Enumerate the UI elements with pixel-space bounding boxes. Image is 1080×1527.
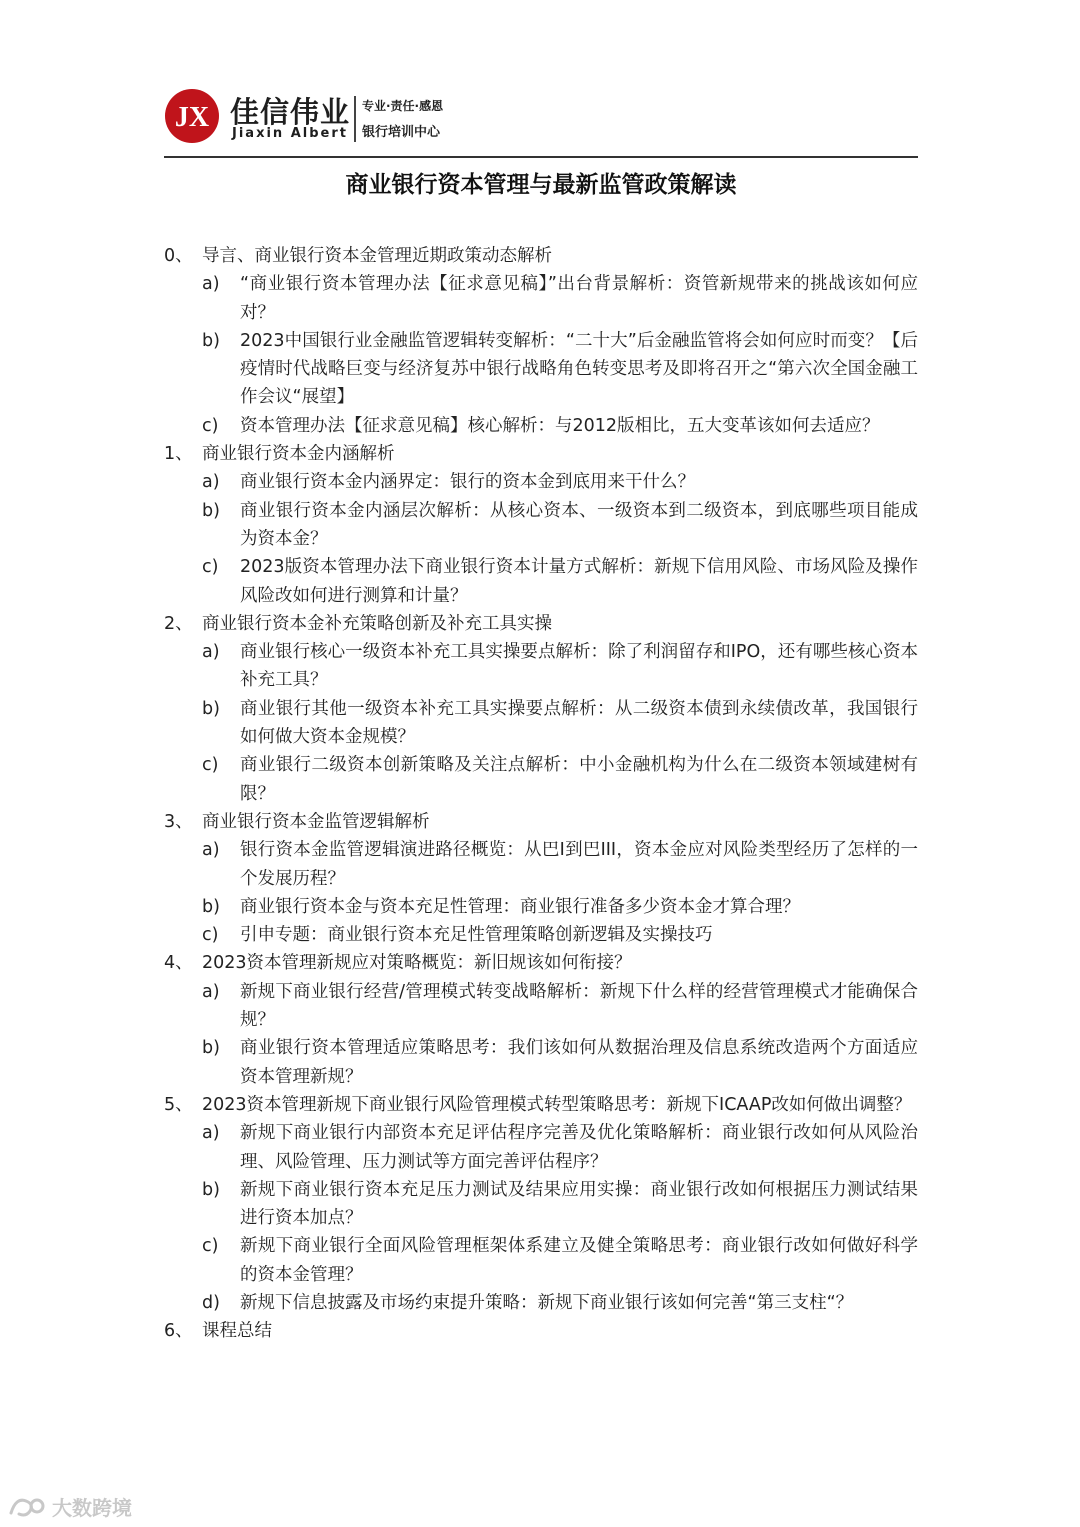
subitem-label: c) [202, 755, 219, 776]
section-heading: 商业银行资本金内涵解析 [202, 444, 395, 465]
brand-slogan: 专业·责任·感恩 [362, 99, 444, 113]
subitem-label: c) [202, 415, 219, 436]
outline-subitem [164, 893, 918, 921]
subitem-label: c) [202, 925, 219, 946]
outline-subitem [164, 1232, 918, 1289]
document-header [164, 86, 918, 156]
subitem-text: 商业银行资本金与资本充足性管理：商业银行准备多少资本金才算合理？ [240, 896, 800, 917]
outline-subitem [164, 1119, 918, 1176]
subitem-label: b) [202, 896, 220, 917]
outline-subitem [164, 497, 918, 554]
section-number: 6、 [164, 1321, 193, 1342]
watermark [8, 1490, 132, 1522]
subitem-label: a) [202, 472, 220, 493]
brand-name-chinese: 佳信伟业 [230, 95, 351, 129]
section-heading: 2023资本管理新规下商业银行风险管理模式转型策略思考：新规下ICAAP改如何做出调整？ [202, 1094, 912, 1115]
outline-section [164, 440, 918, 468]
subitem-label: b) [202, 500, 220, 521]
outline-subitem [164, 1034, 918, 1091]
subitem-text: 商业银行资本管理适应策略思考：我们该如何从数据治理及信息系统改造两个方面适应资本管理新规？ [240, 1038, 918, 1087]
subitem-text: 2023中国银行业金融监管逻辑转变解析：“二十大”后金融监管将会如何应时而变？【后疫情时代战略巨变与经济复苏中银行战略角色转变思考及即将召开之“第六次全国金融工作会议“展望】 [240, 330, 918, 408]
section-number: 2、 [164, 613, 193, 634]
subitem-text: 商业银行二级资本创新策略及关注点解析：中小金融机构为什么在二级资本领域建树有限？ [240, 755, 918, 804]
outline-subitem [164, 1289, 918, 1317]
subitem-label: b) [202, 698, 220, 719]
svg-text:JX: JX [174, 102, 210, 133]
subitem-label: c) [202, 1236, 219, 1257]
outline-subitem [164, 412, 918, 440]
subitem-label: a) [202, 1123, 220, 1144]
company-logo [164, 88, 220, 144]
course-outline [164, 242, 918, 1346]
subitem-text: 新规下信息披露及市场约束提升策略：新规下商业银行该如何完善“第三支柱“？ [240, 1292, 854, 1313]
training-center-name: 银行培训中心 [362, 125, 441, 140]
subitem-text: 商业银行资本金内涵层次解析：从核心资本、一级资本到二级资本，到底哪些项目能成为资本金？ [240, 500, 918, 549]
section-heading: 商业银行资本金补充策略创新及补充工具实操 [202, 613, 552, 634]
subitem-text: 引申专题：商业银行资本充足性管理策略创新逻辑及实操技巧 [240, 925, 713, 946]
watermark-text: 大数跨境 [52, 1495, 132, 1520]
subitem-text: “商业银行资本管理办法【征求意见稿】”出台背景解析：资管新规带来的挑战该如何应对？ [240, 274, 918, 323]
subitem-text: 商业银行资本金内涵界定：银行的资本金到底用来干什么？ [240, 472, 695, 493]
subitem-text: 新规下商业银行内部资本充足评估程序完善及优化策略解析：商业银行改如何从风险治理、风险管理、压力测试等方面完善评估程序？ [240, 1123, 918, 1172]
subitem-text: 银行资本金监管逻辑演进路径概览：从巴I到巴III，资本金应对风险类型经历了怎样的一个发展历程？ [240, 840, 918, 889]
section-number: 4、 [164, 953, 193, 974]
header-rule [164, 156, 918, 158]
outline-subitem [164, 468, 918, 496]
subitem-label: b) [202, 1179, 220, 1200]
subitem-text: 新规下商业银行全面风险管理框架体系建立及健全策略思考：商业银行改如何做好科学的资本金管理？ [240, 1236, 918, 1285]
section-heading: 课程总结 [202, 1321, 272, 1342]
subitem-label: b) [202, 1038, 220, 1059]
section-number: 5、 [164, 1094, 193, 1115]
subitem-label: d) [202, 1292, 220, 1313]
outline-subitem [164, 751, 918, 808]
subitem-label: a) [202, 840, 220, 861]
outline-section [164, 1317, 918, 1345]
subitem-text: 资本管理办法【征求意见稿】核心解析：与2012版相比，五大变革该如何去适应？ [240, 415, 880, 436]
subitem-text: 新规下商业银行经营/管理模式转变战略解析：新规下什么样的经营管理模式才能确保合规？ [240, 981, 918, 1031]
section-number: 0、 [164, 246, 193, 266]
brand-name-english: Jiaxin Albert [232, 126, 348, 141]
outline-section [164, 808, 918, 836]
document-title: 商业银行资本管理与最新监管政策解读 [345, 172, 737, 198]
section-number: 1、 [164, 444, 193, 465]
outline-subitem [164, 978, 918, 1035]
outline-subitem [164, 553, 918, 610]
section-heading: 2023资本管理新规应对策略概览：新旧规该如何衔接？ [202, 953, 632, 974]
section-heading: 导言、商业银行资本金管理近期政策动态解析 [202, 246, 552, 266]
section-number: 3、 [164, 811, 193, 832]
outline-subitem [164, 327, 918, 412]
outline-subitem [164, 1176, 918, 1233]
outline-subitem [164, 695, 918, 752]
subitem-text: 新规下商业银行资本充足压力测试及结果应用实操：商业银行改如何根据压力测试结果进行资本加点？ [240, 1179, 918, 1229]
outline-subitem [164, 921, 918, 949]
outline-section [164, 1091, 918, 1119]
subitem-text: 2023版资本管理办法下商业银行资本计量方式解析：新规下信用风险、市场风险及操作风险改如何进行测算和计量？ [240, 557, 918, 606]
outline-section [164, 242, 918, 270]
subitem-label: b) [202, 330, 220, 351]
outline-section [164, 949, 918, 977]
subitem-label: a) [202, 642, 220, 663]
subitem-text: 商业银行核心一级资本补充工具实操要点解析：除了利润留存和IPO，还有哪些核心资本补充工具？ [240, 642, 918, 691]
subitem-text: 商业银行其他一级资本补充工具实操要点解析：从二级资本债到永续债改革，我国银行如何做大资本金规模？ [240, 698, 918, 748]
watermark-logo-icon [8, 1493, 48, 1519]
brand-divider [354, 96, 356, 142]
outline-subitem [164, 638, 918, 695]
subitem-label: a) [202, 274, 220, 295]
outline-subitem [164, 270, 918, 327]
subitem-label: a) [202, 981, 220, 1002]
outline-section [164, 610, 918, 638]
subitem-label: c) [202, 557, 219, 578]
section-heading: 商业银行资本金监管逻辑解析 [202, 811, 430, 832]
outline-subitem [164, 836, 918, 893]
